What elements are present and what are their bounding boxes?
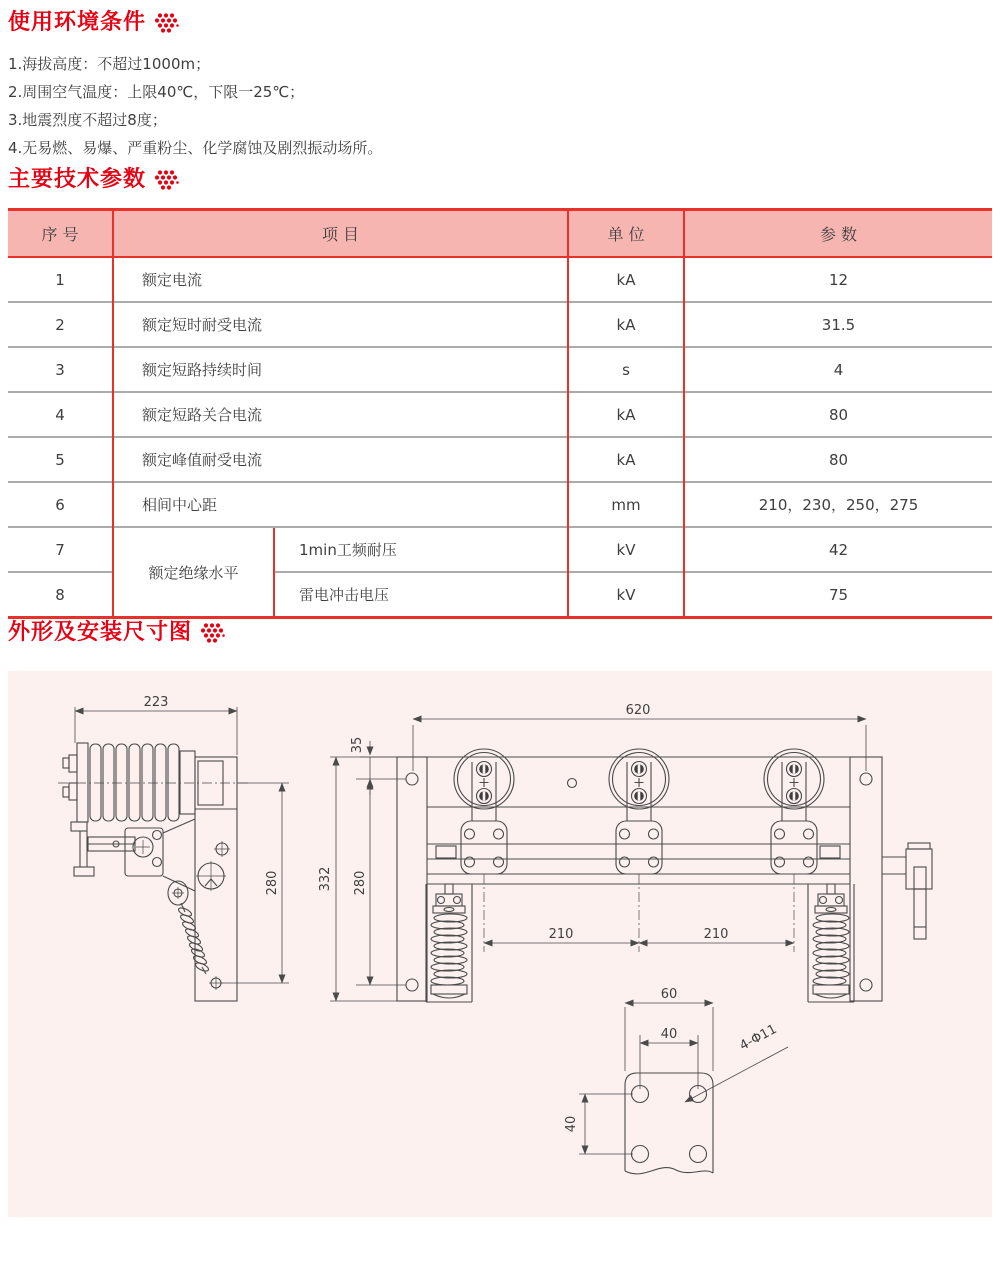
dimension-label: 280 xyxy=(265,870,280,896)
cell-unit: kA xyxy=(568,302,684,347)
col-header-no: 序 号 xyxy=(8,210,113,258)
cell-unit: kV xyxy=(568,572,684,618)
section-title-parameters xyxy=(8,166,992,194)
table-row xyxy=(8,437,992,482)
cell-value: 210，230，250，275 xyxy=(684,482,992,527)
list-item: 4.无易燃、易爆、严重粉尘、化学腐蚀及剧烈振动场所。 xyxy=(8,139,383,157)
section-title-text: 主要技术参数 xyxy=(8,167,147,192)
outline-dimension-drawing xyxy=(8,671,992,1217)
parameters-table xyxy=(8,208,992,619)
section-title-environment xyxy=(8,0,992,37)
table-row xyxy=(8,482,992,527)
list-item: 1.海拔高度：不超过1000m； xyxy=(8,55,211,73)
dimension-drawing-panel xyxy=(8,671,992,1217)
cell-no: 1 xyxy=(8,257,113,302)
table-row xyxy=(8,257,992,302)
cell-value: 12 xyxy=(684,257,992,302)
cell-no: 4 xyxy=(8,392,113,437)
cell-value: 80 xyxy=(684,392,992,437)
cell-no: 6 xyxy=(8,482,113,527)
section-title-dots-icon xyxy=(153,170,180,191)
cell-item: 额定短路关合电流 xyxy=(113,392,568,437)
cell-no: 2 xyxy=(8,302,113,347)
mounting-plate-detail xyxy=(564,987,788,1174)
table-row xyxy=(8,347,992,392)
dimension-label: 223 xyxy=(143,695,169,710)
cell-item: 额定短时耐受电流 xyxy=(113,302,568,347)
cell-value: 4 xyxy=(684,347,992,392)
dimension-label: 210 xyxy=(548,927,574,942)
cell-no: 3 xyxy=(8,347,113,392)
dimension-label: 210 xyxy=(703,927,729,942)
section-title-dots-icon xyxy=(199,623,226,644)
col-header-value: 参 数 xyxy=(684,210,992,258)
section-title-dots-icon xyxy=(153,13,180,34)
cell-no: 5 xyxy=(8,437,113,482)
cell-subitem: 1min工频耐压 xyxy=(274,527,568,572)
table-header-row xyxy=(8,210,992,258)
col-header-unit: 单 位 xyxy=(568,210,684,258)
cell-unit: mm xyxy=(568,482,684,527)
cell-value: 75 xyxy=(684,572,992,618)
cell-unit: s xyxy=(568,347,684,392)
section-title-dimensions xyxy=(8,619,992,647)
env-conditions-list xyxy=(8,54,992,158)
cell-item-merged: 额定绝缘水平 xyxy=(113,527,274,618)
table-row xyxy=(8,392,992,437)
cell-subitem: 雷电冲击电压 xyxy=(274,572,568,618)
dimension-label: 332 xyxy=(318,866,333,892)
cell-item: 相间中心距 xyxy=(113,482,568,527)
col-header-item: 项 目 xyxy=(113,210,568,258)
list-item: 3.地震烈度不超过8度； xyxy=(8,111,167,129)
dimension-label: 40 xyxy=(564,1115,579,1133)
cell-unit: kA xyxy=(568,437,684,482)
cell-value: 80 xyxy=(684,437,992,482)
dimension-label: 35 xyxy=(350,736,365,754)
cell-value: 42 xyxy=(684,527,992,572)
cell-no: 8 xyxy=(8,572,113,618)
cell-unit: kV xyxy=(568,527,684,572)
dimension-label: 280 xyxy=(353,870,368,896)
list-item: 2.周围空气温度：上限40℃，下限一25℃； xyxy=(8,83,305,101)
cell-item: 额定峰值耐受电流 xyxy=(113,437,568,482)
table-row xyxy=(8,302,992,347)
dimension-label: 4-Φ11 xyxy=(737,1021,780,1054)
cell-unit: kA xyxy=(568,257,684,302)
dimension-label: 60 xyxy=(660,987,678,1002)
dimension-label: 40 xyxy=(660,1027,678,1042)
table-row xyxy=(8,527,992,572)
cell-value: 31.5 xyxy=(684,302,992,347)
dimension-label: 620 xyxy=(625,703,651,718)
side-view xyxy=(58,695,289,1001)
cell-unit: kA xyxy=(568,392,684,437)
front-view xyxy=(318,703,932,1002)
section-title-text: 使用环境条件 xyxy=(8,10,147,35)
cell-item: 额定短路持续时间 xyxy=(113,347,568,392)
cell-no: 7 xyxy=(8,527,113,572)
section-title-text: 外形及安装尺寸图 xyxy=(8,620,193,645)
cell-item: 额定电流 xyxy=(113,257,568,302)
